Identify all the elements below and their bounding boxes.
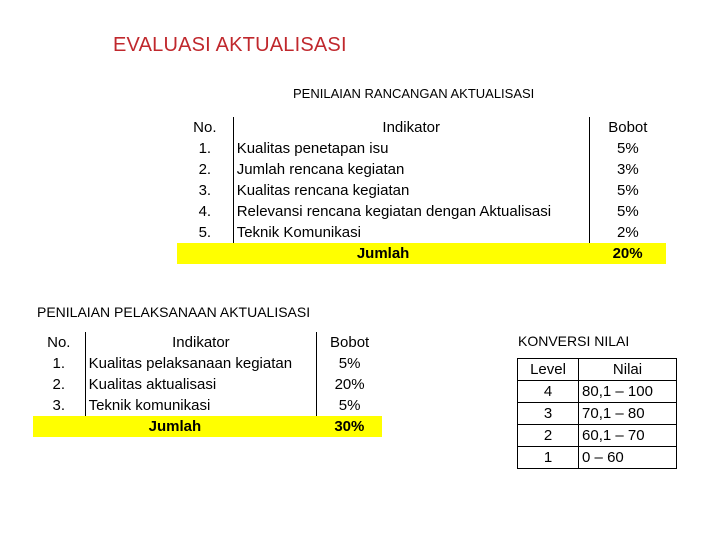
column-header-level: Level [518,359,579,381]
cell-no: 2. [33,374,85,395]
cell-indikator: Kualitas rencana kegiatan [233,180,589,201]
cell-indikator: Relevansi rencana kegiatan dengan Aktualisasi [233,201,589,222]
rancangan-heading: PENILAIAN RANCANGAN AKTUALISASI [293,86,535,101]
table-header-row [177,117,666,138]
cell-nilai: 0 – 60 [579,447,677,469]
column-header-indikator: Indikator [233,117,589,138]
table-row [177,180,666,201]
cell-indikator: Jumlah rencana kegiatan [233,159,589,180]
total-value: 30% [317,416,382,437]
page-title: EVALUASI AKTUALISASI [113,34,347,56]
cell-no: 1. [177,138,233,159]
column-header-bobot: Bobot [608,119,648,136]
pelaksanaan-heading: PENILAIAN PELAKSANAAN AKTUALISASI [37,304,311,320]
table-row [33,374,382,395]
column-header-no: No. [177,117,233,138]
cell-level: 4 [518,381,579,403]
cell-bobot: 2% [617,224,639,241]
total-label: Jumlah [177,243,589,264]
cell-level: 3 [518,403,579,425]
cell-nilai: 60,1 – 70 [579,425,677,447]
table-row [177,222,666,243]
cell-bobot: 5% [617,203,639,220]
table-row [518,381,677,403]
cell-no: 2. [177,159,233,180]
cell-bobot: 5% [617,182,639,199]
cell-nilai: 80,1 – 100 [579,381,677,403]
cell-bobot: 5% [338,355,361,372]
cell-indikator: Teknik Komunikasi [233,222,589,243]
column-header-no: No. [33,332,85,353]
pelaksanaan-table [33,332,382,437]
cell-level: 1 [518,447,579,469]
column-header-indikator: Indikator [85,332,317,353]
cell-indikator: Kualitas aktualisasi [85,374,317,395]
cell-bobot: 5% [617,140,639,157]
total-value: 20% [589,243,666,264]
table-row [177,159,666,180]
table-row [518,447,677,469]
cell-level: 2 [518,425,579,447]
cell-bobot: 3% [617,161,639,178]
table-row [177,138,666,159]
table-row [177,201,666,222]
total-row [177,243,666,264]
cell-indikator: Teknik komunikasi [85,395,317,416]
table-header-row [33,332,382,353]
rancangan-table [177,117,666,264]
cell-bobot: 20% [334,376,365,393]
cell-no: 5. [177,222,233,243]
konversi-table [517,358,677,469]
cell-indikator: Kualitas pelaksanaan kegiatan [85,353,317,374]
table-row [518,403,677,425]
cell-no: 4. [177,201,233,222]
konversi-heading: KONVERSI NILAI [518,333,630,349]
cell-bobot: 5% [338,397,361,414]
cell-no: 3. [177,180,233,201]
column-header-bobot: Bobot [330,334,370,351]
column-header-nilai: Nilai [579,359,677,381]
total-label: Jumlah [33,416,317,437]
table-row [33,395,382,416]
cell-indikator: Kualitas penetapan isu [233,138,589,159]
total-row [33,416,382,437]
table-row [33,353,382,374]
cell-no: 3. [33,395,85,416]
cell-no: 1. [33,353,85,374]
cell-nilai: 70,1 – 80 [579,403,677,425]
table-row [518,425,677,447]
table-header-row [518,359,677,381]
